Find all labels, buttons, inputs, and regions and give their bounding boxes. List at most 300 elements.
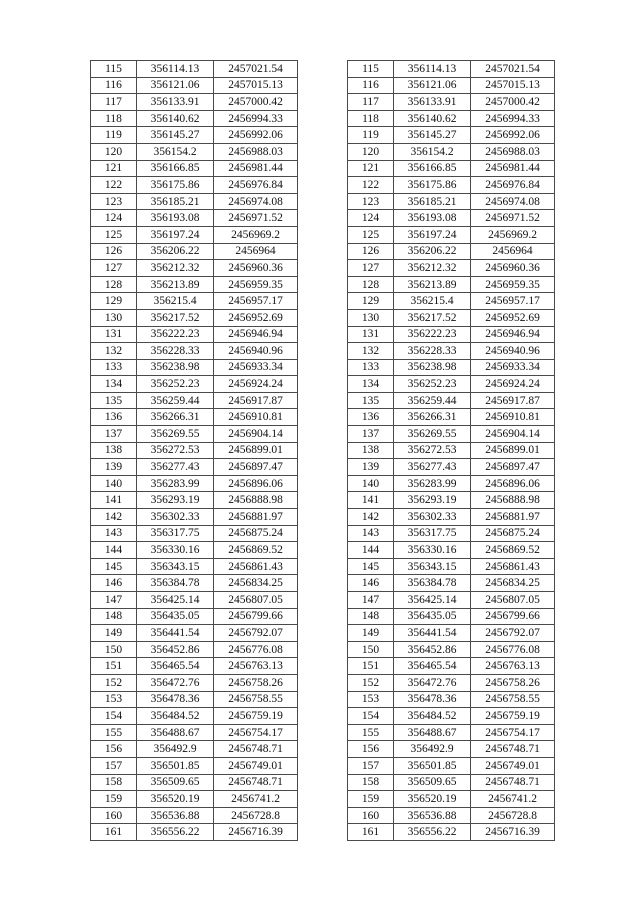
y-coordinate-cell: 2456776.08 — [471, 641, 555, 658]
x-coordinate-cell: 356238.98 — [394, 359, 471, 376]
point-number-cell: 141 — [91, 492, 137, 509]
point-number-cell: 151 — [348, 658, 394, 675]
x-coordinate-cell: 356283.99 — [394, 475, 471, 492]
table-row — [348, 475, 555, 492]
point-number-cell: 129 — [91, 293, 137, 310]
x-coordinate-cell: 356212.32 — [137, 260, 214, 277]
table-row — [348, 243, 555, 260]
y-coordinate-cell: 2456957.17 — [214, 293, 298, 310]
x-coordinate-cell: 356277.43 — [137, 459, 214, 476]
x-coordinate-cell: 356140.62 — [394, 110, 471, 127]
y-coordinate-cell: 2456728.8 — [214, 807, 298, 824]
y-coordinate-cell: 2456875.24 — [471, 525, 555, 542]
x-coordinate-cell: 356465.54 — [394, 658, 471, 675]
point-number-cell: 155 — [91, 724, 137, 741]
point-number-cell: 158 — [91, 774, 137, 791]
table-row — [348, 575, 555, 592]
table-row — [348, 459, 555, 476]
x-coordinate-cell: 356452.86 — [137, 641, 214, 658]
table-row — [348, 177, 555, 194]
x-coordinate-cell: 356501.85 — [394, 757, 471, 774]
x-coordinate-cell: 356266.31 — [137, 409, 214, 426]
table-row — [91, 708, 298, 725]
point-number-cell: 154 — [91, 708, 137, 725]
y-coordinate-cell: 2456971.52 — [471, 210, 555, 227]
x-coordinate-cell: 356472.76 — [137, 674, 214, 691]
point-number-cell: 133 — [348, 359, 394, 376]
y-coordinate-cell: 2456861.43 — [214, 558, 298, 575]
table-row — [91, 243, 298, 260]
y-coordinate-cell: 2456899.01 — [471, 442, 555, 459]
x-coordinate-cell: 356154.2 — [137, 143, 214, 160]
point-number-cell: 132 — [348, 343, 394, 360]
point-number-cell: 127 — [91, 260, 137, 277]
y-coordinate-cell: 2456924.24 — [471, 376, 555, 393]
table-row — [348, 326, 555, 343]
table-row — [348, 674, 555, 691]
x-coordinate-cell: 356215.4 — [394, 293, 471, 310]
x-coordinate-cell: 356133.91 — [137, 94, 214, 111]
y-coordinate-cell: 2456933.34 — [214, 359, 298, 376]
point-number-cell: 140 — [91, 475, 137, 492]
x-coordinate-cell: 356283.99 — [137, 475, 214, 492]
point-number-cell: 122 — [348, 177, 394, 194]
y-coordinate-cell: 2456904.14 — [214, 426, 298, 443]
y-coordinate-cell: 2456960.36 — [214, 260, 298, 277]
x-coordinate-cell: 356193.08 — [137, 210, 214, 227]
table-row — [91, 426, 298, 443]
table-row — [348, 509, 555, 526]
point-number-cell: 119 — [348, 127, 394, 144]
table-row — [91, 492, 298, 509]
coordinate-table-right — [347, 60, 555, 841]
table-row — [348, 525, 555, 542]
y-coordinate-cell: 2456763.13 — [214, 658, 298, 675]
point-number-cell: 161 — [91, 824, 137, 841]
table-row — [348, 409, 555, 426]
table-row — [91, 177, 298, 194]
table-row — [348, 276, 555, 293]
point-number-cell: 132 — [91, 343, 137, 360]
table-row — [91, 77, 298, 94]
x-coordinate-cell: 356133.91 — [394, 94, 471, 111]
y-coordinate-cell: 2457000.42 — [214, 94, 298, 111]
y-coordinate-cell: 2457021.54 — [471, 61, 555, 78]
table-body-left — [91, 61, 298, 841]
x-coordinate-cell: 356259.44 — [137, 392, 214, 409]
point-number-cell: 149 — [348, 625, 394, 642]
table-row — [348, 625, 555, 642]
table-row — [348, 757, 555, 774]
y-coordinate-cell: 2456971.52 — [214, 210, 298, 227]
x-coordinate-cell: 356145.27 — [394, 127, 471, 144]
y-coordinate-cell: 2456807.05 — [214, 592, 298, 609]
point-number-cell: 119 — [91, 127, 137, 144]
point-number-cell: 152 — [348, 674, 394, 691]
y-coordinate-cell: 2456969.2 — [214, 226, 298, 243]
point-number-cell: 143 — [91, 525, 137, 542]
x-coordinate-cell: 356212.32 — [394, 260, 471, 277]
table-row — [348, 210, 555, 227]
point-number-cell: 142 — [348, 509, 394, 526]
y-coordinate-cell: 2456976.84 — [214, 177, 298, 194]
y-coordinate-cell: 2456946.94 — [471, 326, 555, 343]
x-coordinate-cell: 356425.14 — [394, 592, 471, 609]
y-coordinate-cell: 2456875.24 — [214, 525, 298, 542]
point-number-cell: 146 — [91, 575, 137, 592]
y-coordinate-cell: 2456834.25 — [214, 575, 298, 592]
table-body-right — [348, 61, 555, 841]
table-row — [91, 293, 298, 310]
point-number-cell: 137 — [348, 426, 394, 443]
point-number-cell: 159 — [91, 791, 137, 808]
x-coordinate-cell: 356175.86 — [137, 177, 214, 194]
point-number-cell: 117 — [348, 94, 394, 111]
y-coordinate-cell: 2456741.2 — [471, 791, 555, 808]
y-coordinate-cell: 2456974.08 — [214, 193, 298, 210]
x-coordinate-cell: 356465.54 — [137, 658, 214, 675]
x-coordinate-cell: 356166.85 — [137, 160, 214, 177]
table-row — [91, 542, 298, 559]
x-coordinate-cell: 356166.85 — [394, 160, 471, 177]
point-number-cell: 124 — [91, 210, 137, 227]
x-coordinate-cell: 356228.33 — [137, 343, 214, 360]
x-coordinate-cell: 356317.75 — [394, 525, 471, 542]
point-number-cell: 128 — [91, 276, 137, 293]
y-coordinate-cell: 2456748.71 — [214, 774, 298, 791]
x-coordinate-cell: 356252.23 — [137, 376, 214, 393]
coordinate-table-left — [90, 60, 298, 841]
table-row — [348, 392, 555, 409]
x-coordinate-cell: 356154.2 — [394, 143, 471, 160]
point-number-cell: 120 — [348, 143, 394, 160]
y-coordinate-cell: 2456897.47 — [214, 459, 298, 476]
point-number-cell: 130 — [91, 309, 137, 326]
table-row — [348, 143, 555, 160]
table-row — [91, 376, 298, 393]
y-coordinate-cell: 2456758.55 — [471, 691, 555, 708]
table-row — [91, 343, 298, 360]
point-number-cell: 130 — [348, 309, 394, 326]
y-coordinate-cell: 2456748.71 — [471, 774, 555, 791]
x-coordinate-cell: 356185.21 — [394, 193, 471, 210]
table-row — [91, 824, 298, 841]
point-number-cell: 118 — [91, 110, 137, 127]
x-coordinate-cell: 356317.75 — [137, 525, 214, 542]
y-coordinate-cell: 2456759.19 — [214, 708, 298, 725]
table-row — [91, 509, 298, 526]
x-coordinate-cell: 356556.22 — [137, 824, 214, 841]
table-row — [91, 575, 298, 592]
x-coordinate-cell: 356277.43 — [394, 459, 471, 476]
y-coordinate-cell: 2456807.05 — [471, 592, 555, 609]
x-coordinate-cell: 356520.19 — [394, 791, 471, 808]
y-coordinate-cell: 2456749.01 — [214, 757, 298, 774]
point-number-cell: 135 — [91, 392, 137, 409]
y-coordinate-cell: 2457021.54 — [214, 61, 298, 78]
point-number-cell: 136 — [91, 409, 137, 426]
point-number-cell: 150 — [348, 641, 394, 658]
x-coordinate-cell: 356509.65 — [137, 774, 214, 791]
point-number-cell: 129 — [348, 293, 394, 310]
point-number-cell: 161 — [348, 824, 394, 841]
table-row — [348, 426, 555, 443]
point-number-cell: 160 — [91, 807, 137, 824]
x-coordinate-cell: 356441.54 — [394, 625, 471, 642]
y-coordinate-cell: 2456758.55 — [214, 691, 298, 708]
y-coordinate-cell: 2456799.66 — [214, 608, 298, 625]
point-number-cell: 147 — [91, 592, 137, 609]
point-number-cell: 151 — [91, 658, 137, 675]
y-coordinate-cell: 2457000.42 — [471, 94, 555, 111]
table-row — [348, 160, 555, 177]
point-number-cell: 146 — [348, 575, 394, 592]
y-coordinate-cell: 2456976.84 — [471, 177, 555, 194]
table-row — [348, 61, 555, 78]
y-coordinate-cell: 2456964 — [214, 243, 298, 260]
y-coordinate-cell: 2456988.03 — [471, 143, 555, 160]
table-row — [91, 658, 298, 675]
point-number-cell: 126 — [348, 243, 394, 260]
point-number-cell: 135 — [348, 392, 394, 409]
x-coordinate-cell: 356269.55 — [394, 426, 471, 443]
y-coordinate-cell: 2456959.35 — [471, 276, 555, 293]
table-row — [348, 691, 555, 708]
x-coordinate-cell: 356330.16 — [137, 542, 214, 559]
point-number-cell: 122 — [91, 177, 137, 194]
y-coordinate-cell: 2456869.52 — [471, 542, 555, 559]
x-coordinate-cell: 356215.4 — [137, 293, 214, 310]
point-number-cell: 141 — [348, 492, 394, 509]
y-coordinate-cell: 2456759.19 — [471, 708, 555, 725]
y-coordinate-cell: 2456748.71 — [214, 741, 298, 758]
x-coordinate-cell: 356478.36 — [137, 691, 214, 708]
point-number-cell: 158 — [348, 774, 394, 791]
x-coordinate-cell: 356272.53 — [137, 442, 214, 459]
y-coordinate-cell: 2456758.26 — [471, 674, 555, 691]
x-coordinate-cell: 356536.88 — [394, 807, 471, 824]
table-row — [91, 276, 298, 293]
x-coordinate-cell: 356222.23 — [137, 326, 214, 343]
x-coordinate-cell: 356222.23 — [394, 326, 471, 343]
table-row — [91, 724, 298, 741]
x-coordinate-cell: 356197.24 — [394, 226, 471, 243]
point-number-cell: 128 — [348, 276, 394, 293]
point-number-cell: 148 — [348, 608, 394, 625]
y-coordinate-cell: 2456897.47 — [471, 459, 555, 476]
table-row — [91, 326, 298, 343]
x-coordinate-cell: 356217.52 — [394, 309, 471, 326]
y-coordinate-cell: 2456799.66 — [471, 608, 555, 625]
point-number-cell: 150 — [91, 641, 137, 658]
x-coordinate-cell: 356140.62 — [137, 110, 214, 127]
table-row — [348, 94, 555, 111]
x-coordinate-cell: 356484.52 — [394, 708, 471, 725]
table-row — [91, 475, 298, 492]
point-number-cell: 147 — [348, 592, 394, 609]
x-coordinate-cell: 356478.36 — [394, 691, 471, 708]
y-coordinate-cell: 2456888.98 — [214, 492, 298, 509]
y-coordinate-cell: 2456754.17 — [214, 724, 298, 741]
table-row — [348, 226, 555, 243]
table-row — [91, 757, 298, 774]
x-coordinate-cell: 356492.9 — [394, 741, 471, 758]
x-coordinate-cell: 356520.19 — [137, 791, 214, 808]
y-coordinate-cell: 2456957.17 — [471, 293, 555, 310]
table-row — [91, 641, 298, 658]
x-coordinate-cell: 356114.13 — [394, 61, 471, 78]
point-number-cell: 154 — [348, 708, 394, 725]
point-number-cell: 123 — [91, 193, 137, 210]
point-number-cell: 142 — [91, 509, 137, 526]
point-number-cell: 156 — [91, 741, 137, 758]
y-coordinate-cell: 2456933.34 — [471, 359, 555, 376]
point-number-cell: 117 — [91, 94, 137, 111]
table-row — [348, 724, 555, 741]
point-number-cell: 145 — [91, 558, 137, 575]
x-coordinate-cell: 356509.65 — [394, 774, 471, 791]
x-coordinate-cell: 356492.9 — [137, 741, 214, 758]
y-coordinate-cell: 2456741.2 — [214, 791, 298, 808]
x-coordinate-cell: 356556.22 — [394, 824, 471, 841]
y-coordinate-cell: 2456960.36 — [471, 260, 555, 277]
y-coordinate-cell: 2456881.97 — [471, 509, 555, 526]
table-row — [348, 542, 555, 559]
x-coordinate-cell: 356536.88 — [137, 807, 214, 824]
y-coordinate-cell: 2456904.14 — [471, 426, 555, 443]
table-row — [91, 558, 298, 575]
x-coordinate-cell: 356121.06 — [137, 77, 214, 94]
y-coordinate-cell: 2456959.35 — [214, 276, 298, 293]
y-coordinate-cell: 2456924.24 — [214, 376, 298, 393]
y-coordinate-cell: 2456917.87 — [471, 392, 555, 409]
x-coordinate-cell: 356206.22 — [394, 243, 471, 260]
y-coordinate-cell: 2456994.33 — [214, 110, 298, 127]
y-coordinate-cell: 2456776.08 — [214, 641, 298, 658]
point-number-cell: 155 — [348, 724, 394, 741]
x-coordinate-cell: 356384.78 — [394, 575, 471, 592]
point-number-cell: 136 — [348, 409, 394, 426]
table-row — [348, 376, 555, 393]
table-row — [91, 625, 298, 642]
point-number-cell: 159 — [348, 791, 394, 808]
y-coordinate-cell: 2456917.87 — [214, 392, 298, 409]
y-coordinate-cell: 2456899.01 — [214, 442, 298, 459]
x-coordinate-cell: 356425.14 — [137, 592, 214, 609]
point-number-cell: 121 — [91, 160, 137, 177]
table-row — [91, 359, 298, 376]
y-coordinate-cell: 2456861.43 — [471, 558, 555, 575]
y-coordinate-cell: 2456716.39 — [471, 824, 555, 841]
y-coordinate-cell: 2456994.33 — [471, 110, 555, 127]
point-number-cell: 157 — [348, 757, 394, 774]
point-number-cell: 153 — [348, 691, 394, 708]
table-row — [91, 61, 298, 78]
table-row — [91, 226, 298, 243]
x-coordinate-cell: 356435.05 — [137, 608, 214, 625]
y-coordinate-cell: 2456754.17 — [471, 724, 555, 741]
x-coordinate-cell: 356213.89 — [394, 276, 471, 293]
y-coordinate-cell: 2456988.03 — [214, 143, 298, 160]
point-number-cell: 156 — [348, 741, 394, 758]
table-row — [91, 94, 298, 111]
x-coordinate-cell: 356488.67 — [394, 724, 471, 741]
x-coordinate-cell: 356238.98 — [137, 359, 214, 376]
table-row — [91, 791, 298, 808]
x-coordinate-cell: 356330.16 — [394, 542, 471, 559]
x-coordinate-cell: 356121.06 — [394, 77, 471, 94]
table-row — [348, 641, 555, 658]
point-number-cell: 143 — [348, 525, 394, 542]
y-coordinate-cell: 2456763.13 — [471, 658, 555, 675]
point-number-cell: 134 — [91, 376, 137, 393]
y-coordinate-cell: 2456952.69 — [471, 309, 555, 326]
point-number-cell: 131 — [91, 326, 137, 343]
y-coordinate-cell: 2456716.39 — [214, 824, 298, 841]
x-coordinate-cell: 356259.44 — [394, 392, 471, 409]
table-row — [91, 110, 298, 127]
point-number-cell: 148 — [91, 608, 137, 625]
table-row — [348, 807, 555, 824]
point-number-cell: 116 — [91, 77, 137, 94]
table-row — [91, 210, 298, 227]
table-row — [91, 459, 298, 476]
x-coordinate-cell: 356114.13 — [137, 61, 214, 78]
table-row — [348, 442, 555, 459]
point-number-cell: 152 — [91, 674, 137, 691]
point-number-cell: 121 — [348, 160, 394, 177]
table-row — [91, 807, 298, 824]
table-row — [348, 127, 555, 144]
table-row — [348, 741, 555, 758]
x-coordinate-cell: 356293.19 — [137, 492, 214, 509]
table-row — [91, 674, 298, 691]
y-coordinate-cell: 2456952.69 — [214, 309, 298, 326]
point-number-cell: 157 — [91, 757, 137, 774]
y-coordinate-cell: 2456792.07 — [471, 625, 555, 642]
point-number-cell: 138 — [91, 442, 137, 459]
table-row — [91, 260, 298, 277]
x-coordinate-cell: 356213.89 — [137, 276, 214, 293]
x-coordinate-cell: 356452.86 — [394, 641, 471, 658]
point-number-cell: 134 — [348, 376, 394, 393]
table-row — [91, 691, 298, 708]
x-coordinate-cell: 356175.86 — [394, 177, 471, 194]
point-number-cell: 125 — [348, 226, 394, 243]
table-row — [91, 741, 298, 758]
table-row — [91, 608, 298, 625]
x-coordinate-cell: 356193.08 — [394, 210, 471, 227]
y-coordinate-cell: 2456946.94 — [214, 326, 298, 343]
x-coordinate-cell: 356228.33 — [394, 343, 471, 360]
x-coordinate-cell: 356384.78 — [137, 575, 214, 592]
y-coordinate-cell: 2456834.25 — [471, 575, 555, 592]
table-row — [348, 592, 555, 609]
y-coordinate-cell: 2456896.06 — [471, 475, 555, 492]
x-coordinate-cell: 356501.85 — [137, 757, 214, 774]
x-coordinate-cell: 356197.24 — [137, 226, 214, 243]
point-number-cell: 140 — [348, 475, 394, 492]
x-coordinate-cell: 356343.15 — [394, 558, 471, 575]
x-coordinate-cell: 356343.15 — [137, 558, 214, 575]
table-row — [348, 708, 555, 725]
point-number-cell: 116 — [348, 77, 394, 94]
y-coordinate-cell: 2456940.96 — [471, 343, 555, 360]
y-coordinate-cell: 2456940.96 — [214, 343, 298, 360]
table-row — [348, 558, 555, 575]
y-coordinate-cell: 2456969.2 — [471, 226, 555, 243]
table-row — [91, 409, 298, 426]
